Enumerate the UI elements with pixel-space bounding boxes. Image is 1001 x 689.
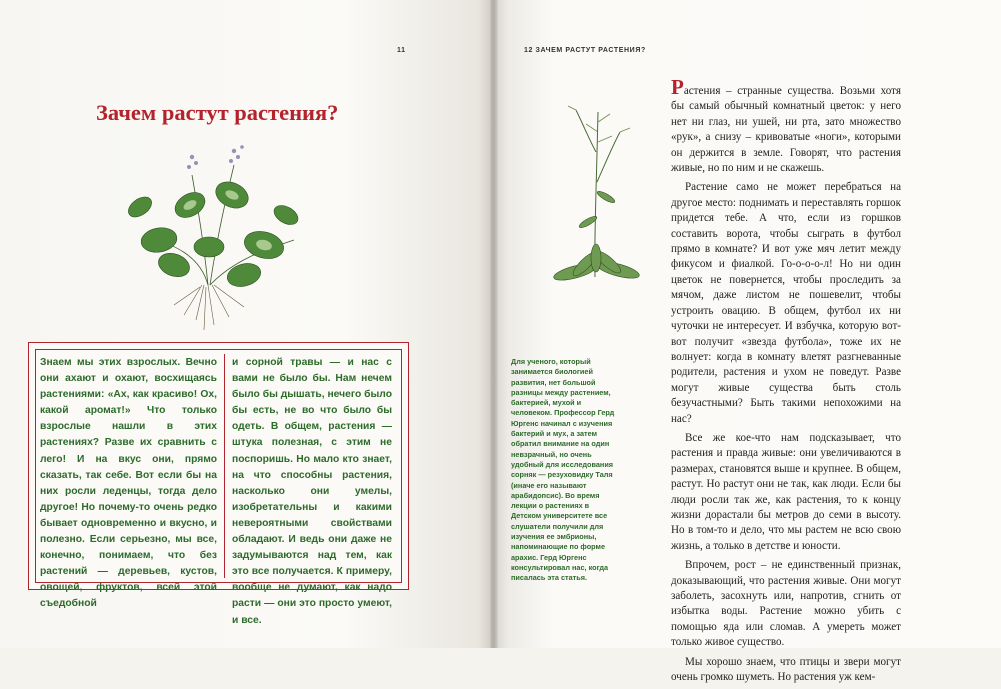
paragraph-1-text: астения – странные существа. Возьми хотя бы самый обычный комнатный цветок: у него нет ни глаз, ни ушей, ни рта, зато множество «рук», а снизу – кривоватые «ноги», которыми он держится в земле. Говорят, что растения живые, но по ним и не скажешь. bbox=[671, 85, 901, 175]
paragraph-1 bbox=[671, 75, 901, 176]
paragraph-4: Впрочем, рост – не единственный признак, доказывающий, что растения живые. Они могут заболеть, засохнуть или, напротив, сгнить от избытка воды. Растение можно убить с помощью яда или сломав. А умереть может только живое существо. bbox=[671, 559, 901, 649]
drop-cap: Р bbox=[671, 75, 684, 99]
book-gutter bbox=[490, 0, 498, 648]
page-title: Зачем растут растения? bbox=[96, 100, 339, 125]
paragraph-2: Растение само не может перебраться на другое место: поднимать и переставлять горшок придется тебе. А что, если из горшков составить ворота, чтобы сыграть в футбол прямо в комнате? И вот уже мяч летит между фикусом и фиалкой. Го-о-о-о-л! Но ни один цветок не повернется, чтобы проследить за мячом, даже листом не пошевелит, чтобы устроить овацию. В общем, футбол их ни чуточки не интересует. И взбучка, которую вот-вот получит «звезда футбола», тоже их не волнует: когда в комнату влетят разгневанные родители, растения и ухом не поведут. Разве могут живые существа быть столь безучастными? Быть такими непохожими на нас? bbox=[671, 181, 901, 425]
paragraph-3: Все же кое-что нам подсказывает, что растения и правда живые: они увеличиваются в размерах, становятся выше и крупнее. В общем, растут. Но растут они не так, как люди. Если бы люди росли так же, как растения, то к концу жизни дорастали бы метров до семи в высоту. Но в том-то и дело, что мы растем не всю свою жизнь, а только в детстве и юности. bbox=[671, 431, 901, 552]
paragraph-5: Мы хорошо знаем, что птицы и звери могут очень громко шуметь. Но растения уж кем- bbox=[671, 655, 901, 684]
flowering-plant-illustration bbox=[104, 135, 324, 335]
column-divider bbox=[224, 354, 225, 578]
article-body bbox=[671, 75, 901, 689]
arabidopsis-illustration bbox=[540, 92, 650, 292]
folio-left: 11 bbox=[397, 47, 406, 54]
intro-text-box bbox=[28, 342, 409, 626]
intro-text-column-2: и сорной травы — и нас с вами не было бы. Нам нечем было бы дышать, нечего было бы есть, не во что было бы одеть. В общем, растения — штука полезная, с этим не поспоришь. Но мало кто знает, на что способны растения, насколько они умелы, изобретательны и какими невероятными свойствами обладают. И ведь они даже не задумываются над тем, как это все получается. К примеру, вообще не думают, как надо расти — они это просто умеют, и все. bbox=[232, 357, 393, 626]
intro-text-column-1: Знаем мы этих взрослых. Вечно они ахают и охают, восхищаясь растениями: «Ах, как красиво! Ох, какой аромат!» Что только взрослые нашли в этих растениях? Разве их сравнить с лего! И на вкус они, прямо сказать, так себе. Вот если бы на них росли леденцы, тогда дело другое! Но почему-то очень редко бывает одновременно и вкусно, и полезно. Если серьезно, мы все, конечно, понимаем, что без растений — деревьев, кустов, овощей, фруктов, всей этой съедобной bbox=[40, 357, 217, 610]
image-caption: Для ученого, который занимается биологией развития, нет большой разницы между растением, бактерией, мухой и человеком. Профессор Герд Юргенс начинал с изучения бактерий и мух, а затем обратил внимание на один невзрачный, но очень удобный для исследования сорняк — резуховидку Таля (иначе его называют арабидопсис). Во время лекции о растениях в Детском университете все слушатели получили для изучения ее эмбрионы, напоминающие по форме арахис. Герд Юргенс консультировал нас, когда писалась эта статья. bbox=[511, 357, 615, 583]
intro-text-box-inner bbox=[35, 349, 402, 626]
folio-right: 12 ЗАЧЕМ РАСТУТ РАСТЕНИЯ? bbox=[524, 47, 646, 54]
